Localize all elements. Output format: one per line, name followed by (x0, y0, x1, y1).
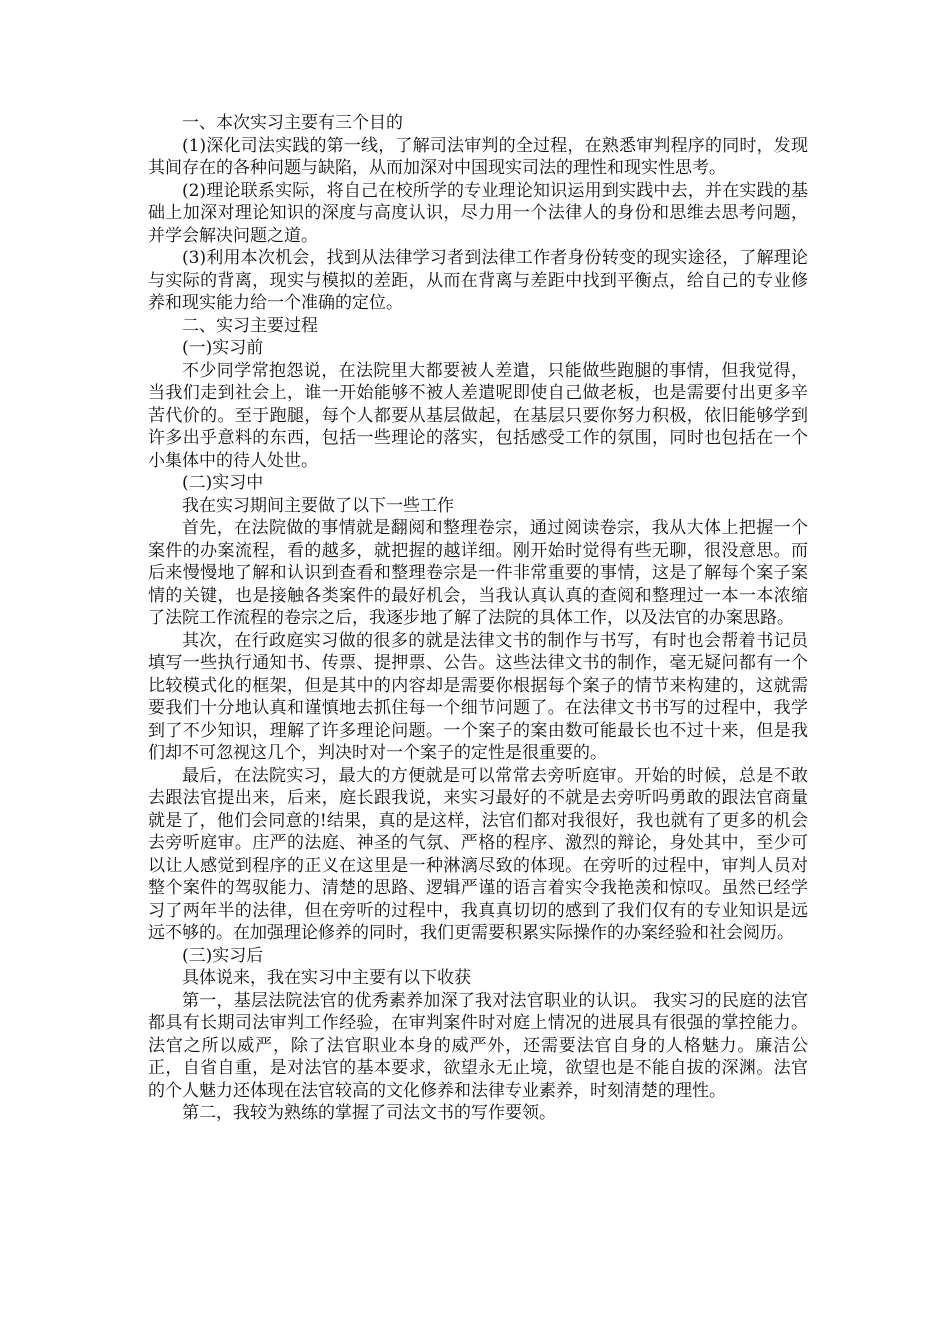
paragraph-work-first: 首先，在法院做的事情就是翻阅和整理卷宗，通过阅读卷宗，我从大体上把握一个案件的办案流程，看的越多，就把握的越详细。刚开始时觉得有些无聊，很没意思。而后来慢慢地了解和认识到查看和整理卷宗是一件非常重要的事情，这是了解每个案子案情的关键，也是接触各类案件的最好机会，当我认真认真的查阅和整理过一本一本浓缩了法院工作流程的卷宗之后，我逐步地了解了法院的具体工作，以及法官的办案思路。 (148, 518, 808, 628)
paragraph-gains-intro: 具体说来，我在实习中主要有以下收获 (182, 968, 471, 988)
section-heading-process: 二、实习主要过程 (182, 315, 318, 336)
paragraph-work-last: 最后，在法院实习，最大的方便就是可以常常去旁听庭审。开始的时候，总是不敢去跟法官提出来，后来，庭长跟我说，来实习最好的不就是去旁听吗勇敢的跟法官商量就是了，他们会同意的!结果，真的是这样，法官们都对我很好，我也就有了更多的机会去旁听庭审。庄严的法庭、神圣的气氛、严格的程序、激烈的辩论，身处其中，至少可以让人感觉到程序的正义在这里是一种淋漓尽致的体现。在旁听的过程中，审判人员对整个案件的驾驭能力、清楚的思路、逻辑严谨的语言着实令我艳羡和惊叹。虽然已经学习了两年半的法律，但在旁听的过程中，我真真切切的感到了我们仅有的专业知识是远远不够的。在加强理论修养的同时，我们更需要积累实际操作的办案经验和社会阅历。 (148, 765, 808, 943)
paragraph-purpose-2: (2)理论联系实际，将自己在校所学的专业理论知识运用到实践中去，并在实践的基础上加深对理论知识的深度与高度认识，尽力用一个法律人的身份和思维去思考问题，并学会解决问题之道。 (148, 180, 808, 246)
paragraph-work-second: 其次，在行政庭实习做的很多的就是法律文书的制作与书写，有时也会帮着书记员填写一些执行通知书、传票、提押票、公告。这些法律文书的制作，毫无疑问都有一个比较模式化的框架，但是其中的内容却是需要你根据每个案子的情节来构建的，这就需要我们十分地认真和谨慎地去抓住每一个细节问题了。在法律文书书写的过程中，我学到了不少知识，理解了许多理论问题。一个案子的案由数可能最长也不过十来，但是我们却不可忽视这几个，判决时对一个案子的定性是很重要的。 (148, 630, 808, 763)
subheading-during-internship: (二)实习中 (182, 473, 264, 493)
paragraph-gain-first: 第一，基层法院法官的优秀素养加深了我对法官职业的认识。 我实习的民庭的法官都具有长期司法审判工作经验，在审判案件时对庭上情况的进展具有很强的掌控能力。法官之所以威严，除了法官职业本身的威严外，还需要法官自身的人格魅力。廉洁公正，自省自重，是对法官的基本要求，欲望永无止境，欲望也是不能自拔的深渊。法官的个人魅力还体现在法官较高的文化修养和法律专业素养，时刻清楚的理性。 (148, 990, 808, 1101)
subheading-after-internship: (三)实习后 (182, 945, 264, 966)
document-body (148, 112, 808, 1125)
section-heading-purposes: 一、本次实习主要有三个目的 (182, 113, 403, 133)
paragraph-before-internship: 不少同学常抱怨说，在法院里大都要被人差遣，只能做些跑腿的事情，但我觉得，当我们走到社会上，谁一开始能够不被人差遣呢即使自己做老板，也是需要付出更多辛苦代价的。至于跑腿，每个人都要从基层做起，在基层只要你努力积极，依旧能够学到许多出乎意料的东西，包括一些理论的落实，包括感受工作的氛围，同时也包括在一个小集体中的待人处世。 (148, 360, 808, 471)
subheading-before-internship: (一)实习前 (182, 338, 264, 358)
paragraph-purpose-1: (1)深化司法实践的第一线，了解司法审判的全过程，在熟悉审判程序的同时，发现其间存在的各种问题与缺陷，从而加深对中国现实司法的理性和现实性思考。 (148, 135, 808, 178)
paragraph-purpose-3: (3)利用本次机会，找到从法律学习者到法律工作者身份转变的现实途径，了解理论与实际的背离，现实与模拟的差距，从而在背离与差距中找到平衡点，给自己的专业修养和现实能力给一个准确的定位。 (148, 248, 808, 313)
paragraph-gain-second: 第二，我较为熟练的掌握了司法文书的写作要领。 (182, 1103, 556, 1123)
paragraph-work-intro: 我在实习期间主要做了以下一些工作 (182, 495, 454, 516)
